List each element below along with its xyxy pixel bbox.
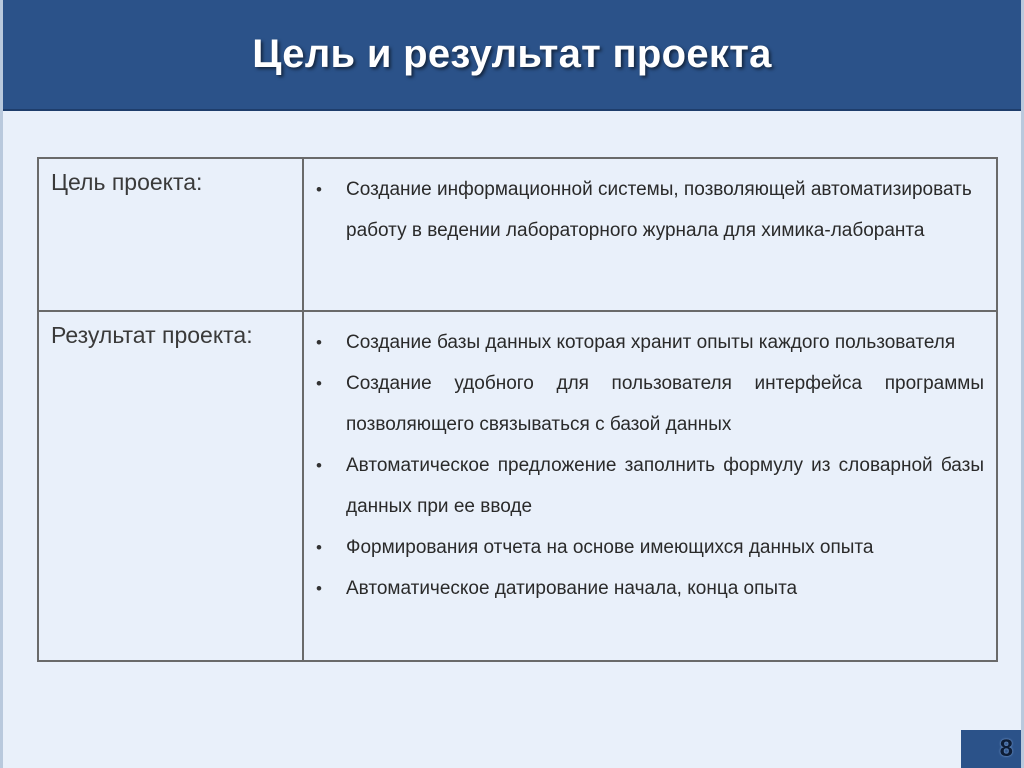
list-item: • Создание информационной системы, позволяющей автоматизировать работу в ведении лабораторного журнала для химика-лаборанта (314, 169, 984, 251)
page-number: 8 (961, 730, 1021, 768)
list-item: • Автоматическое датирование начала, конца опыта (314, 568, 984, 609)
list-item: • Создание базы данных которая хранит опыты каждого пользователя (314, 322, 984, 363)
goal-label: Цель проекта: (38, 158, 303, 311)
result-list (314, 322, 984, 609)
result-label: Результат проекта: (38, 311, 303, 661)
table-row-goal (38, 158, 997, 311)
list-item: • Создание удобного для пользователя интерфейса программы позволяющего связываться с базой данных (314, 363, 984, 445)
goal-list (314, 169, 984, 251)
list-item: • Автоматическое предложение заполнить формулу из словарной базы данных при ее вводе (314, 445, 984, 527)
goal-content (303, 158, 997, 311)
table-row-result (38, 311, 997, 661)
slide-header (3, 0, 1021, 111)
slide-title: Цель и результат проекта (252, 32, 772, 76)
project-table (37, 157, 998, 662)
list-item: • Формирования отчета на основе имеющихся данных опыта (314, 527, 984, 568)
result-content (303, 311, 997, 661)
